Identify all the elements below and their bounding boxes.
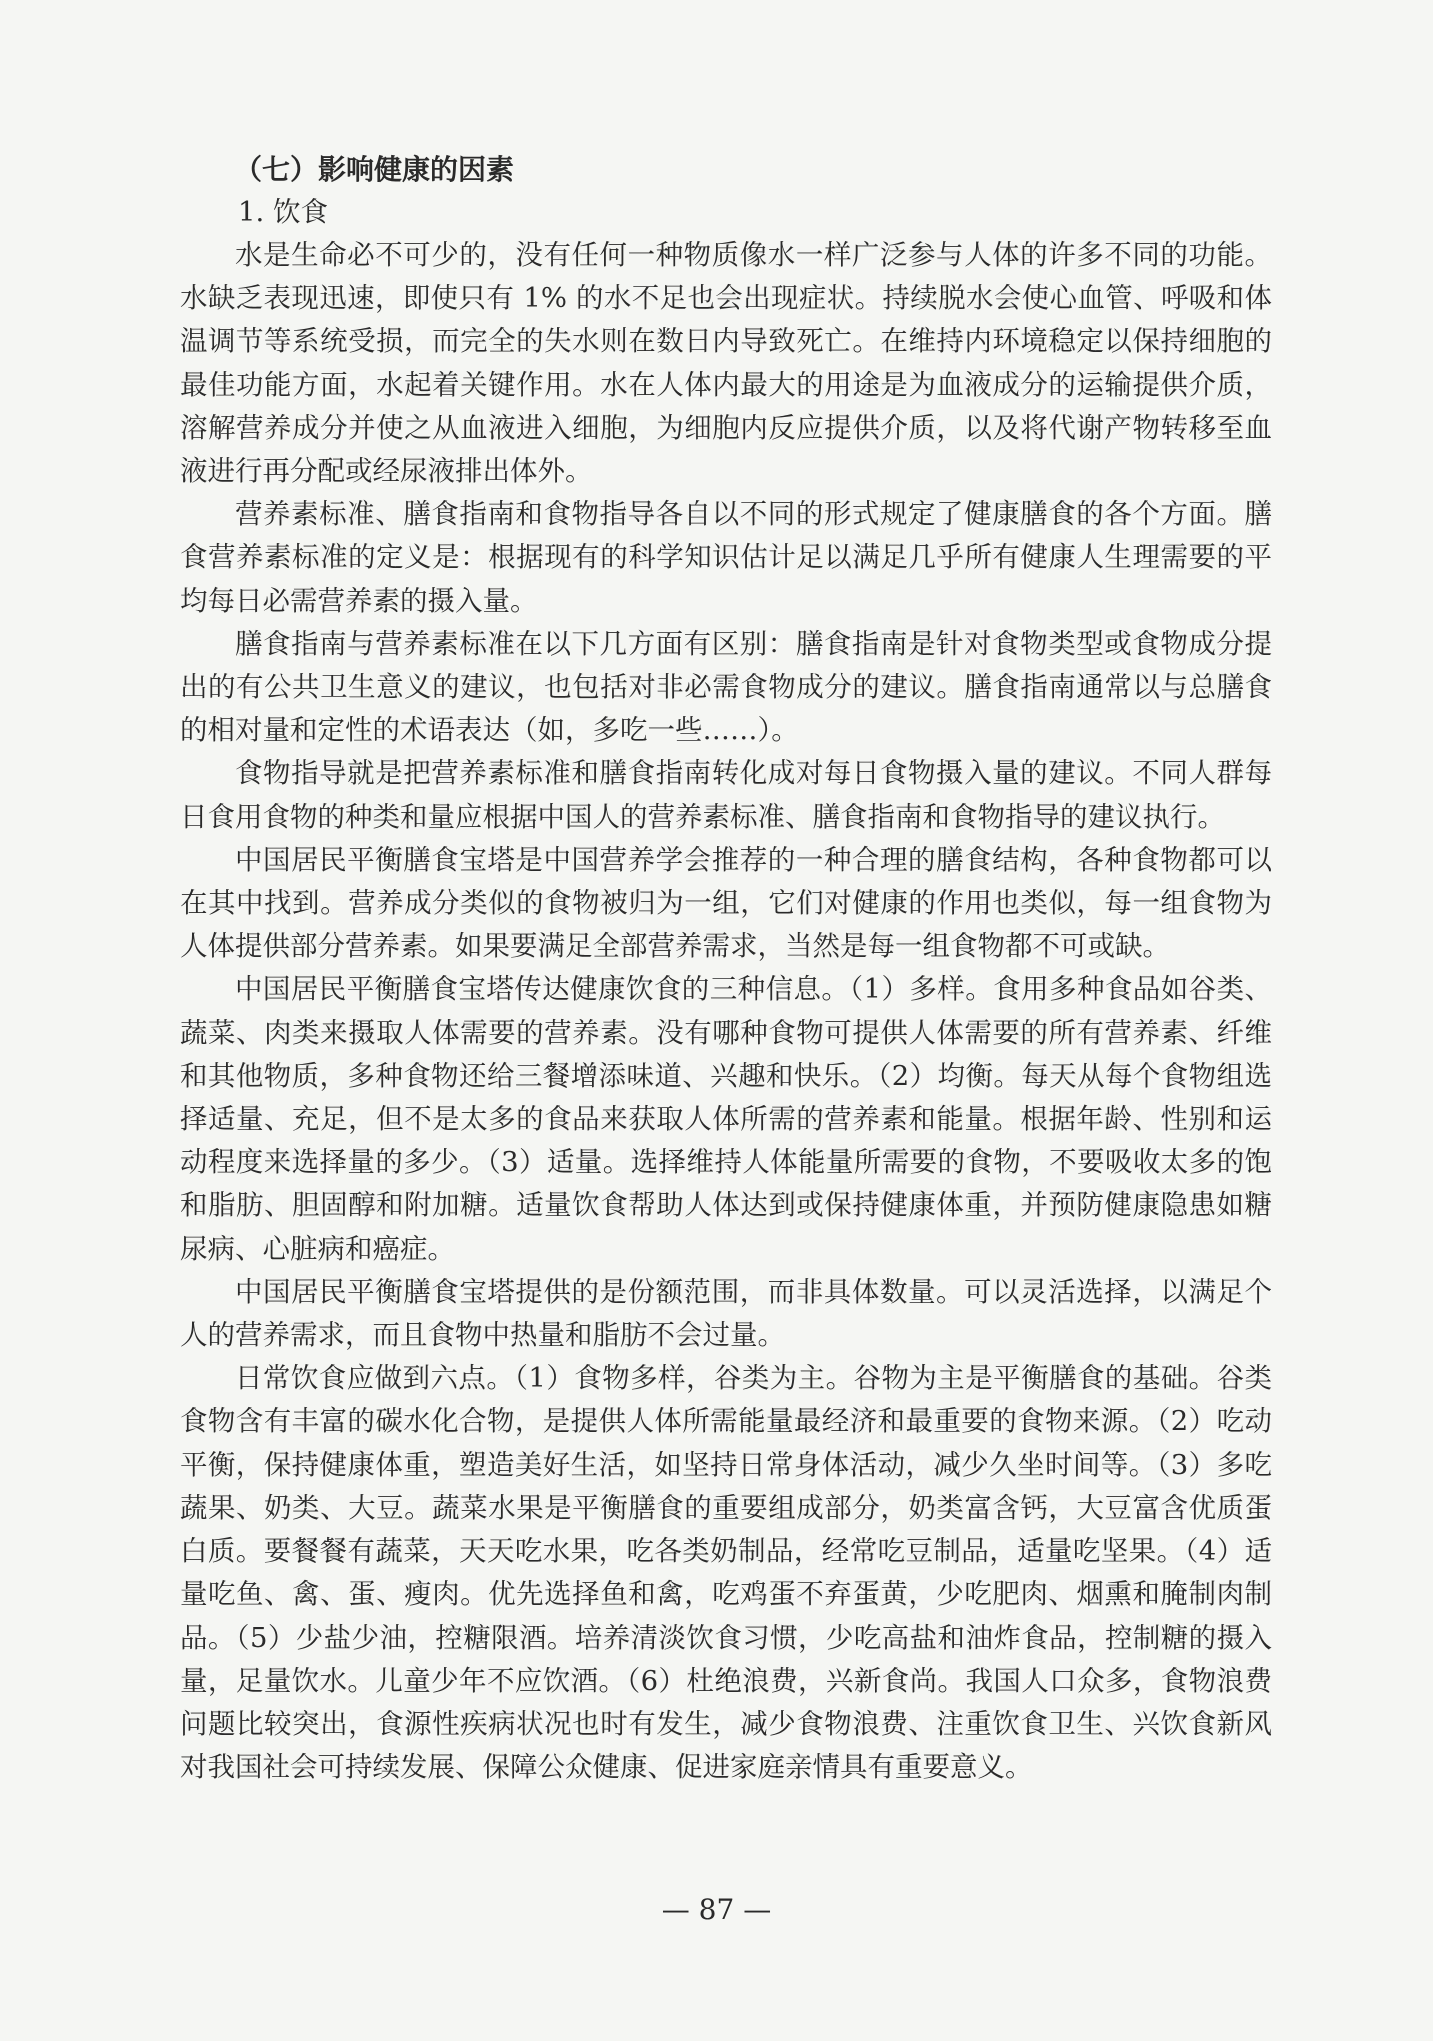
paragraph-dietary-guidelines: 膳食指南与营养素标准在以下几方面有区别：膳食指南是针对食物类型或食物成分提出的有公共卫生意义的建议，也包括对非必需食物成分的建议。膳食指南通常以与总膳食的相对量和定性的术语表达（如，多吃一些……）。 [180, 627, 1272, 747]
paragraph-food-pagoda: 中国居民平衡膳食宝塔是中国营养学会推荐的一种合理的膳食结构，各种食物都可以在其中找到。营养成分类似的食物被归为一组，它们对健康的作用也类似，每一组食物为人体提供部分营养素。如果要满足全部营养需求，当然是每一组食物都不可或缺。 [180, 843, 1272, 963]
paragraph-six-points: 日常饮食应做到六点。（1）食物多样，谷类为主。谷物为主是平衡膳食的基础。谷类食物含有丰富的碳水化合物，是提供人体所需能量最经济和最重要的食物来源。（2）吃动平衡，保持健康体重，塑造美好生活，如坚持日常身体活动，减少久坐时间等。（3）多吃蔬果、奶类、大豆。蔬菜水果是平衡膳食的重要组成部分，奶类富含钙，大豆富含优质蛋白质。要餐餐有蔬菜，天天吃水果，吃各类奶制品，经常吃豆制品，适量吃坚果。（4）适量吃鱼、禽、蛋、瘦肉。优先选择鱼和禽，吃鸡蛋不弃蛋黄，少吃肥肉、烟熏和腌制肉制品。（5）少盐少油，控糖限酒。培养清淡饮食习惯，少吃高盐和油炸食品，控制糖的摄入量，足量饮水。儿童少年不应饮酒。（6）杜绝浪费，兴新食尚。我国人口众多，食物浪费问题比较突出，食源性疾病状况也时有发生，减少食物浪费、注重饮食卫生、兴饮食新风对我国社会可持续发展、保障公众健康、促进家庭亲情具有重要意义。 [180, 1362, 1272, 1784]
paragraph-nutrient-standards: 营养素标准、膳食指南和食物指导各自以不同的形式规定了健康膳食的各个方面。膳食营养素标准的定义是：根据现有的科学知识估计足以满足几乎所有健康人生理需要的平均每日必需营养素的摄入量。 [180, 498, 1272, 617]
paragraph-portion-ranges: 中国居民平衡膳食宝塔提供的是份额范围，而非具体数量。可以灵活选择，以满足个人的营养需求，而且食物中热量和脂肪不会过量。 [180, 1275, 1272, 1352]
page-number: — 87 — [661, 1893, 772, 1926]
subsection-heading: 1. 饮食 [238, 196, 328, 228]
body-text [180, 148, 1272, 1789]
paragraph-food-guidance: 食物指导就是把营养素标准和膳食指南转化成对每日食物摄入量的建议。不同人群每日食用食物的种类和量应根据中国人的营养素标准、膳食指南和食物指导的建议执行。 [180, 757, 1272, 833]
paragraph-water: 水是生命必不可少的，没有任何一种物质像水一样广泛参与人体的许多不同的功能。水缺乏表现迅速，即使只有 1% 的水不足也会出现症状。持续脱水会使心血管、呼吸和体温调节等系统受损，而完全的失水则在数日内导致死亡。在维持内环境稳定以保持细胞的最佳功能方面，水起着关键作用。水在人体内最大的用途是为血液成分的运输提供介质，溶解营养成分并使之从血液进入细胞，为细胞内反应提供介质，以及将代谢产物转移至血液进行再分配或经尿液排出体外。 [180, 239, 1272, 488]
section-heading: （七）影响健康的因素 [234, 153, 515, 186]
paragraph-pagoda-messages: 中国居民平衡膳食宝塔传达健康饮食的三种信息。（1）多样。食用多种食品如谷类、蔬菜、肉类来摄取人体需要的营养素。没有哪种食物可提供人体需要的所有营养素、纤维和其他物质，多种食物还给三餐增添味道、兴趣和快乐。（2）均衡。每天从每个食物组选择适量、充足，但不是太多的食品来获取人体所需的营养素和能量。根据年龄、性别和运动程度来选择量的多少。（3）适量。选择维持人体能量所需要的食物，不要吸收太多的饱和脂肪、胆固醇和附加糖。适量饮食帮助人体达到或保持健康体重，并预防健康隐患如糖尿病、心脏病和癌症。 [180, 973, 1272, 1265]
